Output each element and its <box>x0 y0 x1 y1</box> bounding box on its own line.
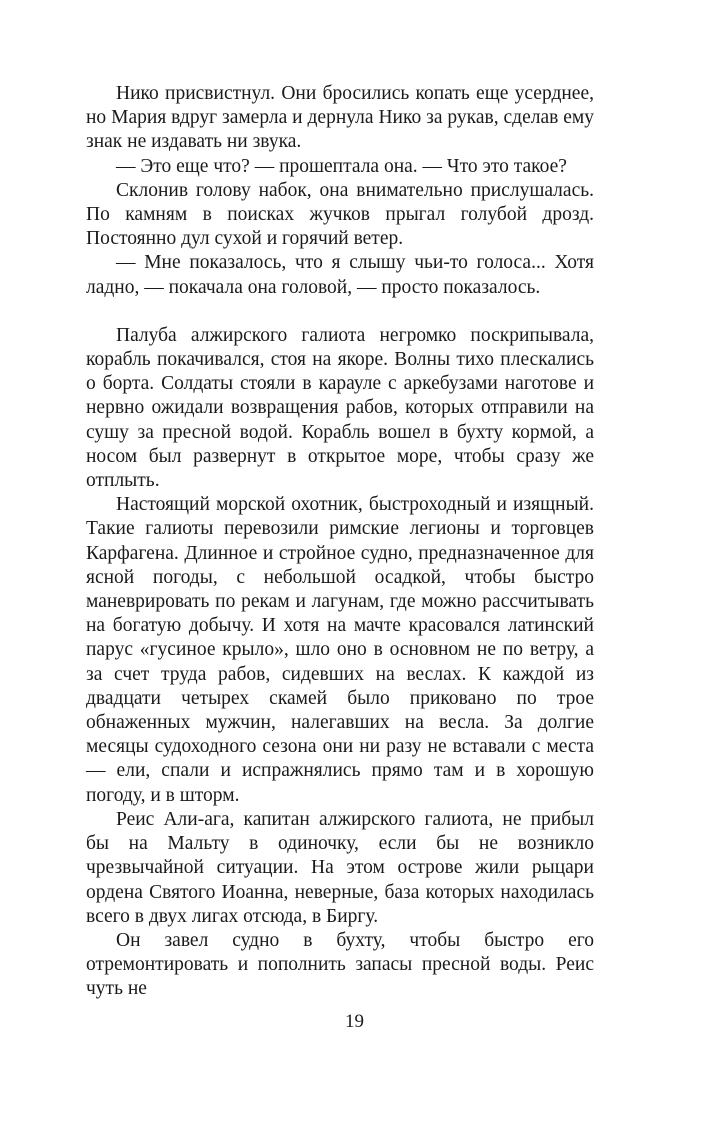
paragraph-4: — Мне показалось, что я слышу чьи-то голоса... Хотя ладно, — покачала она головой, — просто показалось. <box>86 252 594 298</box>
paragraph-2: — Это еще что? — прошептала она. — Что это такое? <box>116 155 567 177</box>
page-text <box>86 82 594 1002</box>
paragraph-6: Настоящий морской охотник, быстроходный и изящный. Такие галиоты перевозили римские легионы и торговцев Карфагена. Длинное и стройное судно, предназначенное для ясной погоды, с небольшой осадкой, чтобы быстро маневрировать по рекам и лагунам, где можно рассчитывать на богатую добычу. И хотя на мачте красовался латинский парус «гусиное крыло», шло оно в основном не по ветру, а за счет труда рабов, сидевших на веслах. К каждой из двадцати четырех скамей было приковано по трое обнаженных мужчин, налегавших на весла. За долгие месяцы судоходного сезона они ни разу не вставали с места — ели, спали и испражнялись прямо там и в хорошую погоду, и в шторм. <box>86 494 594 806</box>
paragraph-1: Нико присвистнул. Они бросились копать еще усерднее, но Мария вдруг замерла и дернула Нико за рукав, сделав ему знак не издавать ни звука. <box>86 83 594 153</box>
paragraph-3: Склонив голову набок, она внимательно прислушалась. По камням в поисках жучков прыгал голубой дрозд. Постоянно дул сухой и горячий ветер. <box>86 179 594 250</box>
paragraph-5: Палуба алжирского галиота негромко поскрипывала, корабль покачивался, стоя на якоре. Волны тихо плескались о борта. Солдаты стояли в карауле с аркебузами наготове и нервно ожидали возвращения рабов, которых отправили на сушу за пресной водой. Корабль вошел в бухту кормой, а носом был развернут в открытое море, чтобы сразу же отплыть. <box>86 324 594 492</box>
page-number: 19 <box>345 1011 364 1032</box>
paragraph-8: Он завел судно в бухту, чтобы быстро его отремонтировать и пополнить запасы пресной воды. Реис чуть не <box>86 929 594 1000</box>
paragraph-7: Реис Али-ага, капитан алжирского галиота, не прибыл бы на Мальту в одиночку, если бы не возникло чрезвычайной ситуации. На этом острове жили рыцари ордена Святого Иоанна, неверные, база которых находилась всего в двух лигах отсюда, в Биргу. <box>86 808 594 927</box>
section-break <box>86 300 594 324</box>
